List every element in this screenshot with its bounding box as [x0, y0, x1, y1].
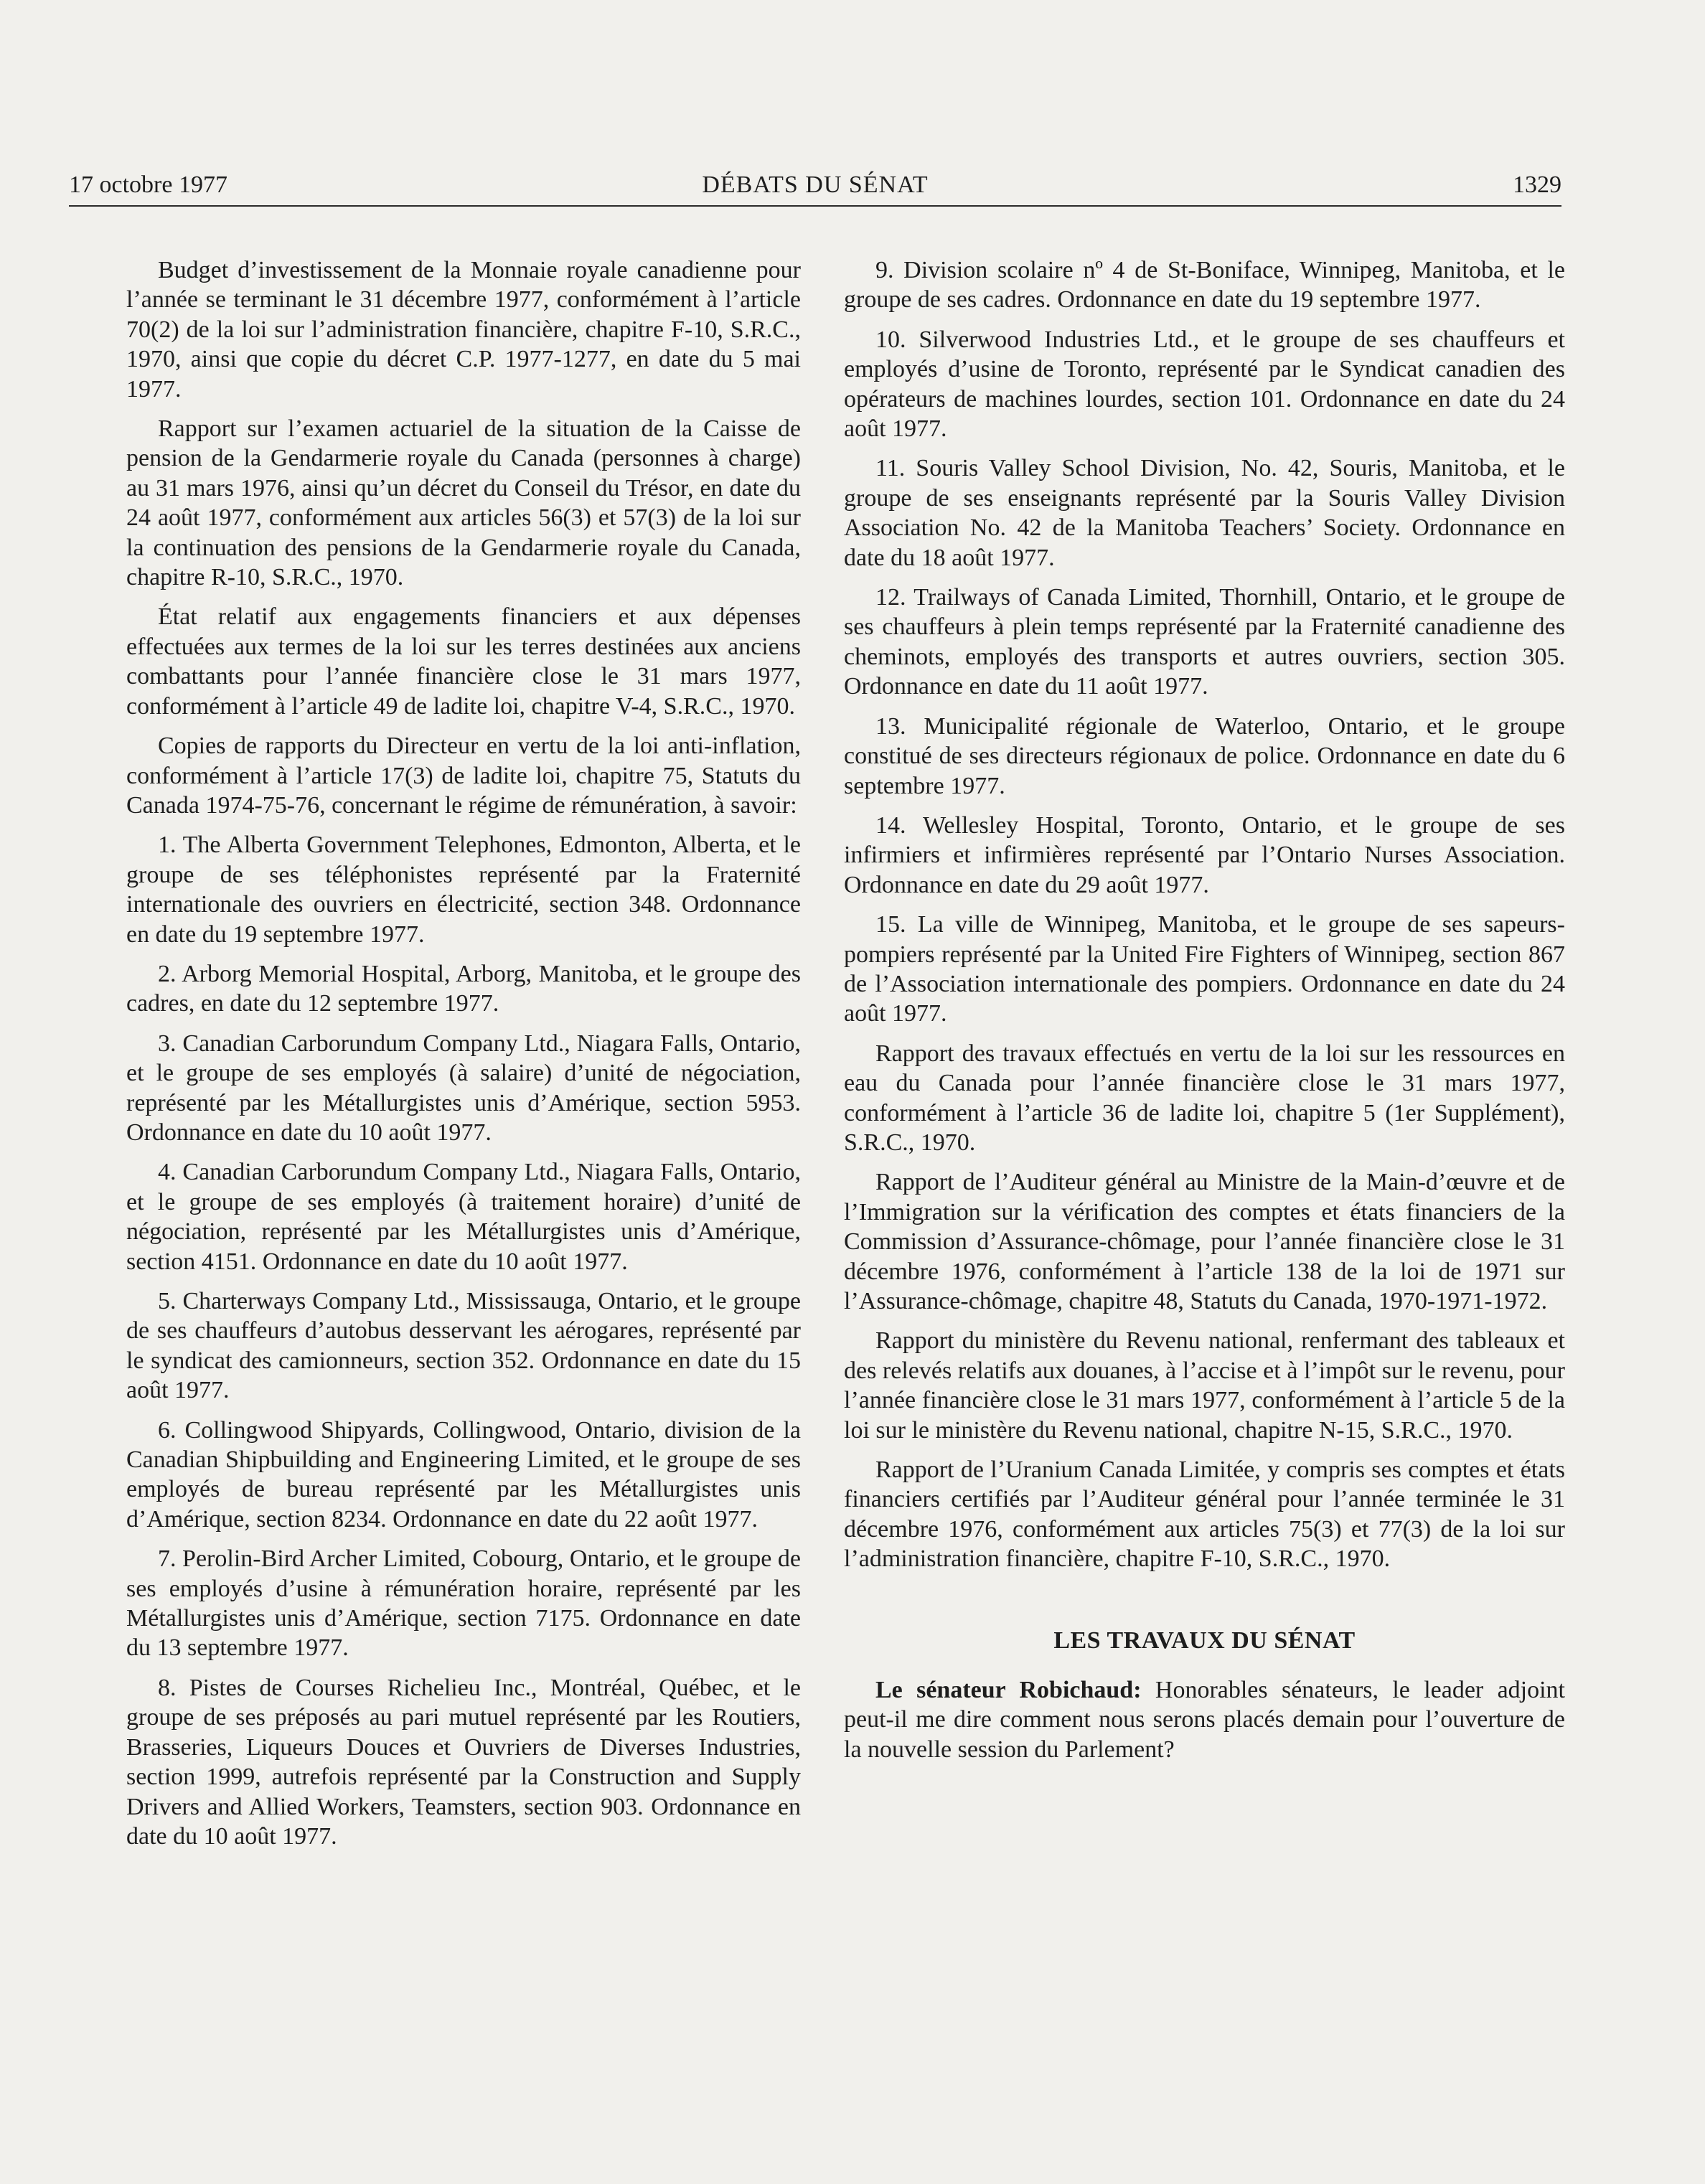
paragraph: Budget d’investissement de la Monnaie royale canadienne pour l’année se terminant le 31 décembre 1977, conformément à l’article 70(2) de la loi sur l’administration financière, chapitre F-10, S.R.C., 1970, ainsi que copie du décret C.P. 1977-1277, en date du 5 mai 1977.	[126, 257, 801, 403]
speech-paragraph	[844, 1675, 1565, 1764]
paragraph: Rapport sur l’examen actuariel de la situation de la Caisse de pension de la Gendarmerie royale du Canada (personnes à charge) au 31 mars 1976, ainsi qu’un décret du Conseil du Trésor, en date du 24 août 1977, conformément aux articles 56(3) et 57(3) de la loi sur la continuation des pensions de la Gendarmerie royale du Canada, chapitre R-10, S.R.C., 1970.	[126, 415, 801, 591]
list-item: 13. Municipalité régionale de Waterloo, Ontario, et le groupe constitué de ses directeurs régionaux de police. Ordonnance en date du 6 septembre 1977.	[844, 712, 1565, 799]
list-item: 6. Collingwood Shipyards, Collingwood, Ontario, division de la Canadian Shipbuilding and Engineering Limited, et le groupe de ses employés de bureau représenté par les Métallurgistes unis d’Amérique, section 8234. Ordonnance en date du 22 août 1977.	[126, 1416, 801, 1533]
paragraph: Rapport de l’Uranium Canada Limitée, y compris ses comptes et états financiers certifiés par l’Auditeur général pour l’année terminée le 31 décembre 1976, conformément aux articles 75(3) et 77(3) de la loi sur l’administration financière, chapitre F-10, S.R.C., 1970.	[844, 1456, 1565, 1573]
list-item: 7. Perolin-Bird Archer Limited, Cobourg, Ontario, et le groupe de ses employés d’usine à rémunération horaire, représenté par les Métallurgistes unis d’Amérique, section 7175. Ordonnance en date du 13 septembre 1977.	[126, 1545, 801, 1662]
list-item: 5. Charterways Company Ltd., Mississauga, Ontario, et le groupe de ses chauffeurs d’autobus desservant les aérogares, représenté par le syndicat des camionneurs, section 352. Ordonnance en date du 15 août 1977.	[126, 1288, 801, 1404]
list-item: 4. Canadian Carborundum Company Ltd., Niagara Falls, Ontario, et le groupe de ses employés (à traitement horaire) d’unité de négociation, représenté par les Métallurgistes unis d’Amérique, section 4151. Ordonnance en date du 10 août 1977.	[126, 1159, 801, 1275]
paragraph: Rapport des travaux effectués en vertu de la loi sur les ressources en eau du Canada pour l’année financière close le 31 mars 1977, conformément à l’article 36 de ladite loi, chapitre 5 (1er Supplément), S.R.C., 1970.	[844, 1040, 1565, 1156]
header-date: 17 octobre 1977	[69, 171, 227, 198]
list-item: 1. The Alberta Government Telephones, Edmonton, Alberta, et le groupe de ses téléphonistes représenté par la Fraternité internationale des ouvriers en électricité, section 348. Ordonnance en date du 19 septembre 1977.	[126, 832, 801, 948]
header-title: DÉBATS DU SÉNAT	[702, 171, 929, 198]
paragraph: État relatif aux engagements financiers et aux dépenses effectuées aux termes de la loi sur les terres destinées aux anciens combattants pour l’année financière close le 31 mars 1977, conformément à l’article 49 de ladite loi, chapitre V-4, S.R.C., 1970.	[126, 603, 801, 720]
speech-text: Honorables sénateurs, le leader adjoint peut-il me dire comment nous serons placés demain pour l’ouverture de la nouvelle session du Parlement?	[844, 1677, 1566, 1763]
paragraph: Rapport du ministère du Revenu national, renfermant des tableaux et des relevés relatifs aux douanes, à l’accise et à l’impôt sur le revenu, pour l’année financière close le 31 mars 1977, conformément à l’article 5 de la loi sur le ministère du Revenu national, chapitre N-15, S.R.C., 1970.	[844, 1327, 1565, 1444]
left-column	[126, 255, 801, 1861]
speaker-name: Le sénateur Robichaud:	[875, 1677, 1142, 1704]
list-item: 11. Souris Valley School Division, No. 42, Souris, Manitoba, et le groupe de ses enseignants représenté par la Souris Valley Division Association No. 42 de la Manitoba Teachers’ Society. Ordonnance en date du 18 août 1977.	[844, 455, 1565, 571]
list-item: 15. La ville de Winnipeg, Manitoba, et le groupe de ses sapeurs-pompiers représenté par la United Fire Fighters of Winnipeg, section 867 de l’Association internationale des pompiers. Ordonnance en date du 24 août 1977.	[844, 911, 1565, 1027]
section-title: LES TRAVAUX DU SÉNAT	[1053, 1627, 1356, 1654]
list-item: 12. Trailways of Canada Limited, Thornhill, Ontario, et le groupe de ses chauffeurs à plein temps représenté par la Fraternité canadienne des cheminots, employés des transports et autres ouvriers, section 305. Ordonnance en date du 11 août 1977.	[844, 584, 1565, 700]
paragraph: Copies de rapports du Directeur en vertu de la loi anti-inflation, conformément à l’article 17(3) de ladite loi, chapitre 75, Statuts du Canada 1974-75-76, concernant le régime de rémunération, à savoir:	[126, 733, 801, 819]
list-item: 9. Division scolaire nº 4 de St-Boniface, Winnipeg, Manitoba, et le groupe de ses cadres. Ordonnance en date du 19 septembre 1977.	[844, 257, 1565, 314]
list-item: 8. Pistes de Courses Richelieu Inc., Montréal, Québec, et le groupe de ses préposés au pari mutuel représenté par les Routiers, Brasseries, Liqueurs Douces et Ouvriers de Diverses Industries, section 1999, autrefois représenté par la Construction and Supply Drivers and Allied Workers, Teamsters, section 903. Ordonnance en date du 10 août 1977.	[126, 1674, 801, 1850]
list-item: 2. Arborg Memorial Hospital, Arborg, Manitoba, et le groupe des cadres, en date du 12 septembre 1977.	[126, 960, 801, 1017]
list-item: 3. Canadian Carborundum Company Ltd., Niagara Falls, Ontario, et le groupe de ses employés (à salaire) d’unité de négociation, représenté par les Métallurgistes unis d’Amérique, section 5953. Ordonnance en date du 10 août 1977.	[126, 1030, 801, 1146]
page-number: 1329	[1513, 171, 1561, 198]
list-item: 14. Wellesley Hospital, Toronto, Ontario, et le groupe de ses infirmiers et infirmières représenté par l’Ontario Nurses Association. Ordonnance en date du 29 août 1977.	[844, 811, 1565, 898]
list-item: 10. Silverwood Industries Ltd., et le groupe de ses chauffeurs et employés d’usine de Toronto, représenté par le Syndicat canadien des opérateurs de machines lourdes, section 101. Ordonnance en date du 24 août 1977.	[844, 326, 1565, 443]
paragraph: Rapport de l’Auditeur général au Ministre de la Main-d’œuvre et de l’Immigration sur la vérification des comptes et états financiers de la Commission d’Assurance-chômage, pour l’année financière close le 31 décembre 1976, conformément à l’article 138 de la loi de 1971 sur l’Assurance-chômage, chapitre 48, Statuts du Canada, 1970-1971-1972.	[844, 1169, 1565, 1314]
right-column	[844, 255, 1565, 1774]
page-header	[69, 169, 1561, 207]
